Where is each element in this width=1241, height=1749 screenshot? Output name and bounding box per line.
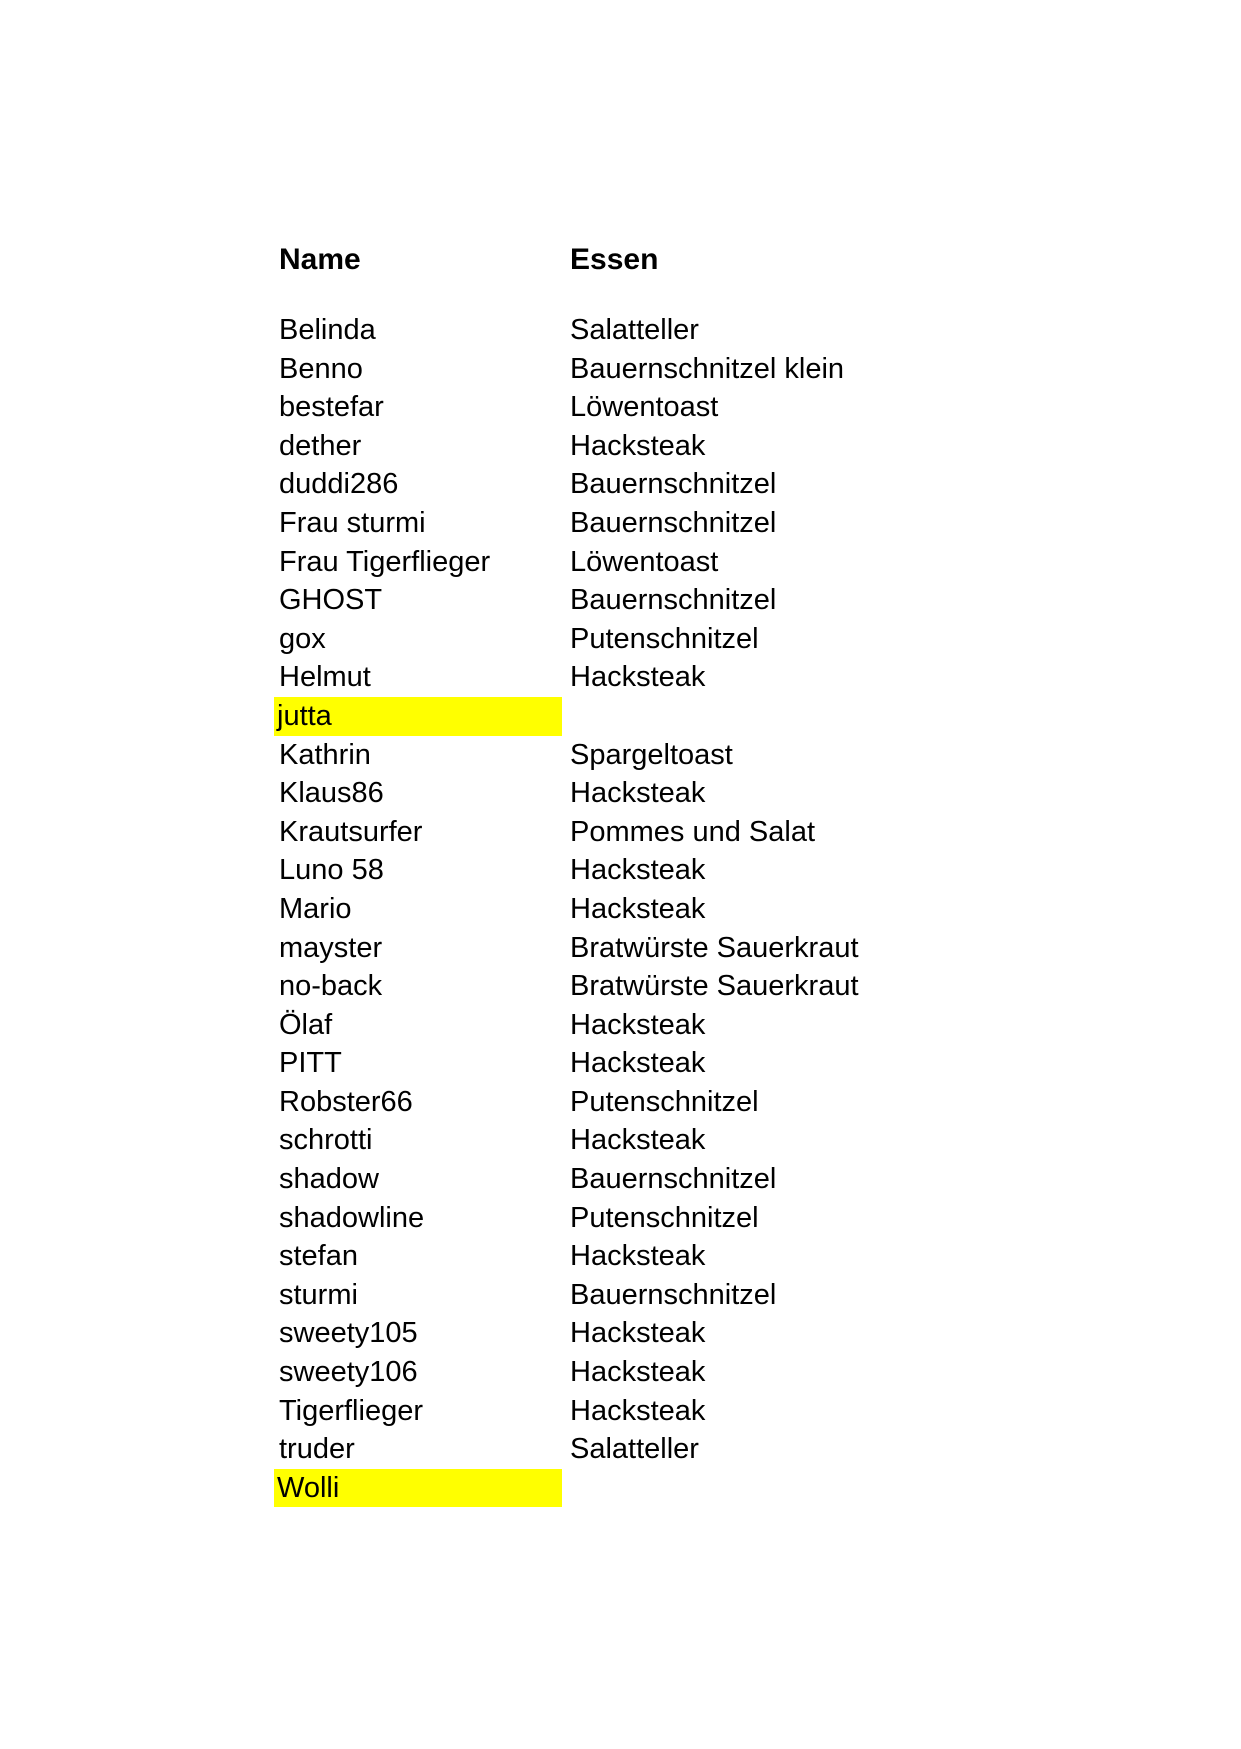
name-cell: Luno 58 bbox=[279, 854, 384, 887]
table-row bbox=[274, 350, 974, 389]
table-row bbox=[274, 1121, 974, 1160]
essen-cell: Putenschnitzel bbox=[570, 1085, 759, 1118]
table-row bbox=[274, 311, 974, 350]
name-cell: Belinda bbox=[279, 314, 376, 346]
essen-cell: Putenschnitzel bbox=[570, 622, 759, 655]
essen-cell: Bauernschnitzel bbox=[570, 506, 777, 539]
name-cell: Krautsurfer bbox=[279, 815, 423, 848]
essen-cell: Salatteller bbox=[570, 1433, 699, 1466]
table-row bbox=[274, 813, 974, 852]
essen-cell: Pommes und Salat bbox=[570, 815, 816, 848]
table-header bbox=[274, 240, 974, 280]
name-cell-highlighted: jutta bbox=[274, 697, 562, 736]
name-cell: Klaus86 bbox=[279, 777, 384, 810]
table-row bbox=[274, 1430, 974, 1469]
table-row bbox=[274, 388, 974, 427]
essen-cell: Bratwürste Sauerkraut bbox=[570, 931, 859, 964]
name-cell: gox bbox=[279, 622, 326, 655]
essen-cell: Bauernschnitzel klein bbox=[570, 352, 845, 385]
table-row bbox=[274, 1314, 974, 1353]
name-cell: schrotti bbox=[279, 1124, 373, 1157]
header-name: Name bbox=[279, 243, 361, 276]
name-cell: no-back bbox=[279, 970, 383, 1003]
table-row bbox=[274, 1199, 974, 1238]
table-row bbox=[274, 1160, 974, 1199]
table-row bbox=[274, 1353, 974, 1392]
name-cell: Benno bbox=[279, 352, 363, 385]
table-row bbox=[274, 1083, 974, 1122]
table-row bbox=[274, 658, 974, 697]
name-cell: duddi286 bbox=[279, 468, 399, 501]
essen-cell: Hacksteak bbox=[570, 1317, 706, 1350]
table-row bbox=[274, 504, 974, 543]
table-row bbox=[274, 465, 974, 504]
table-row bbox=[274, 1006, 974, 1045]
name-cell: Robster66 bbox=[279, 1085, 413, 1118]
essen-cell: Hacksteak bbox=[570, 854, 706, 887]
name-cell: PITT bbox=[279, 1047, 342, 1080]
essen-cell: Bauernschnitzel bbox=[570, 1163, 777, 1196]
table-row bbox=[274, 967, 974, 1006]
essen-cell: Hacksteak bbox=[570, 1240, 706, 1273]
table-row bbox=[274, 1392, 974, 1431]
name-cell: bestefar bbox=[279, 391, 384, 424]
name-cell: Kathrin bbox=[279, 738, 371, 771]
table-row bbox=[274, 929, 974, 968]
table-row bbox=[274, 620, 974, 659]
essen-cell: Hacksteak bbox=[570, 892, 706, 925]
essen-cell: Hacksteak bbox=[570, 1047, 706, 1080]
name-cell: Frau Tigerflieger bbox=[279, 545, 491, 578]
name-cell: Frau sturmi bbox=[279, 506, 426, 539]
essen-cell: Hacksteak bbox=[570, 1124, 706, 1157]
name-cell: dether bbox=[279, 429, 362, 462]
table-row bbox=[274, 1276, 974, 1315]
name-cell: Mario bbox=[279, 892, 352, 925]
name-cell: GHOST bbox=[279, 584, 383, 617]
table-row bbox=[274, 1469, 974, 1508]
header-essen: Essen bbox=[570, 243, 659, 276]
essen-cell: Putenschnitzel bbox=[570, 1201, 759, 1234]
name-cell: mayster bbox=[279, 931, 383, 964]
essen-cell: Löwentoast bbox=[570, 545, 719, 578]
table-row bbox=[274, 1237, 974, 1276]
table-row bbox=[274, 1044, 974, 1083]
essen-cell: Salatteller bbox=[570, 314, 699, 346]
table-row bbox=[274, 774, 974, 813]
table-row bbox=[274, 736, 974, 775]
essen-cell: Hacksteak bbox=[570, 1394, 706, 1427]
name-cell: shadowline bbox=[279, 1201, 425, 1234]
table-row bbox=[274, 581, 974, 620]
name-cell: sturmi bbox=[279, 1278, 358, 1311]
essen-cell: Hacksteak bbox=[570, 777, 706, 810]
name-cell: Helmut bbox=[279, 661, 371, 694]
essen-cell: Bauernschnitzel bbox=[570, 468, 777, 501]
name-cell: Tigerflieger bbox=[279, 1394, 423, 1427]
name-cell: sweety105 bbox=[279, 1317, 418, 1350]
essen-cell: Bauernschnitzel bbox=[570, 584, 777, 617]
essen-cell: Hacksteak bbox=[570, 429, 706, 462]
table-row bbox=[274, 851, 974, 890]
name-cell: truder bbox=[279, 1433, 355, 1466]
essen-cell: Bauernschnitzel bbox=[570, 1278, 777, 1311]
essen-cell: Löwentoast bbox=[570, 391, 719, 424]
table-body bbox=[274, 311, 974, 1507]
essen-cell: Hacksteak bbox=[570, 661, 706, 694]
table-row bbox=[274, 543, 974, 582]
table-row bbox=[274, 697, 974, 736]
essen-cell: Spargeltoast bbox=[570, 738, 733, 771]
name-cell: sweety106 bbox=[279, 1356, 418, 1389]
name-cell: shadow bbox=[279, 1163, 379, 1196]
name-cell: stefan bbox=[279, 1240, 358, 1273]
essen-cell: Bratwürste Sauerkraut bbox=[570, 970, 859, 1003]
table-row bbox=[274, 890, 974, 929]
name-cell-highlighted: Wolli bbox=[274, 1469, 562, 1508]
essen-cell: Hacksteak bbox=[570, 1356, 706, 1389]
name-cell: Ölaf bbox=[279, 1008, 333, 1041]
table-row bbox=[274, 427, 974, 466]
essen-cell: Hacksteak bbox=[570, 1008, 706, 1041]
